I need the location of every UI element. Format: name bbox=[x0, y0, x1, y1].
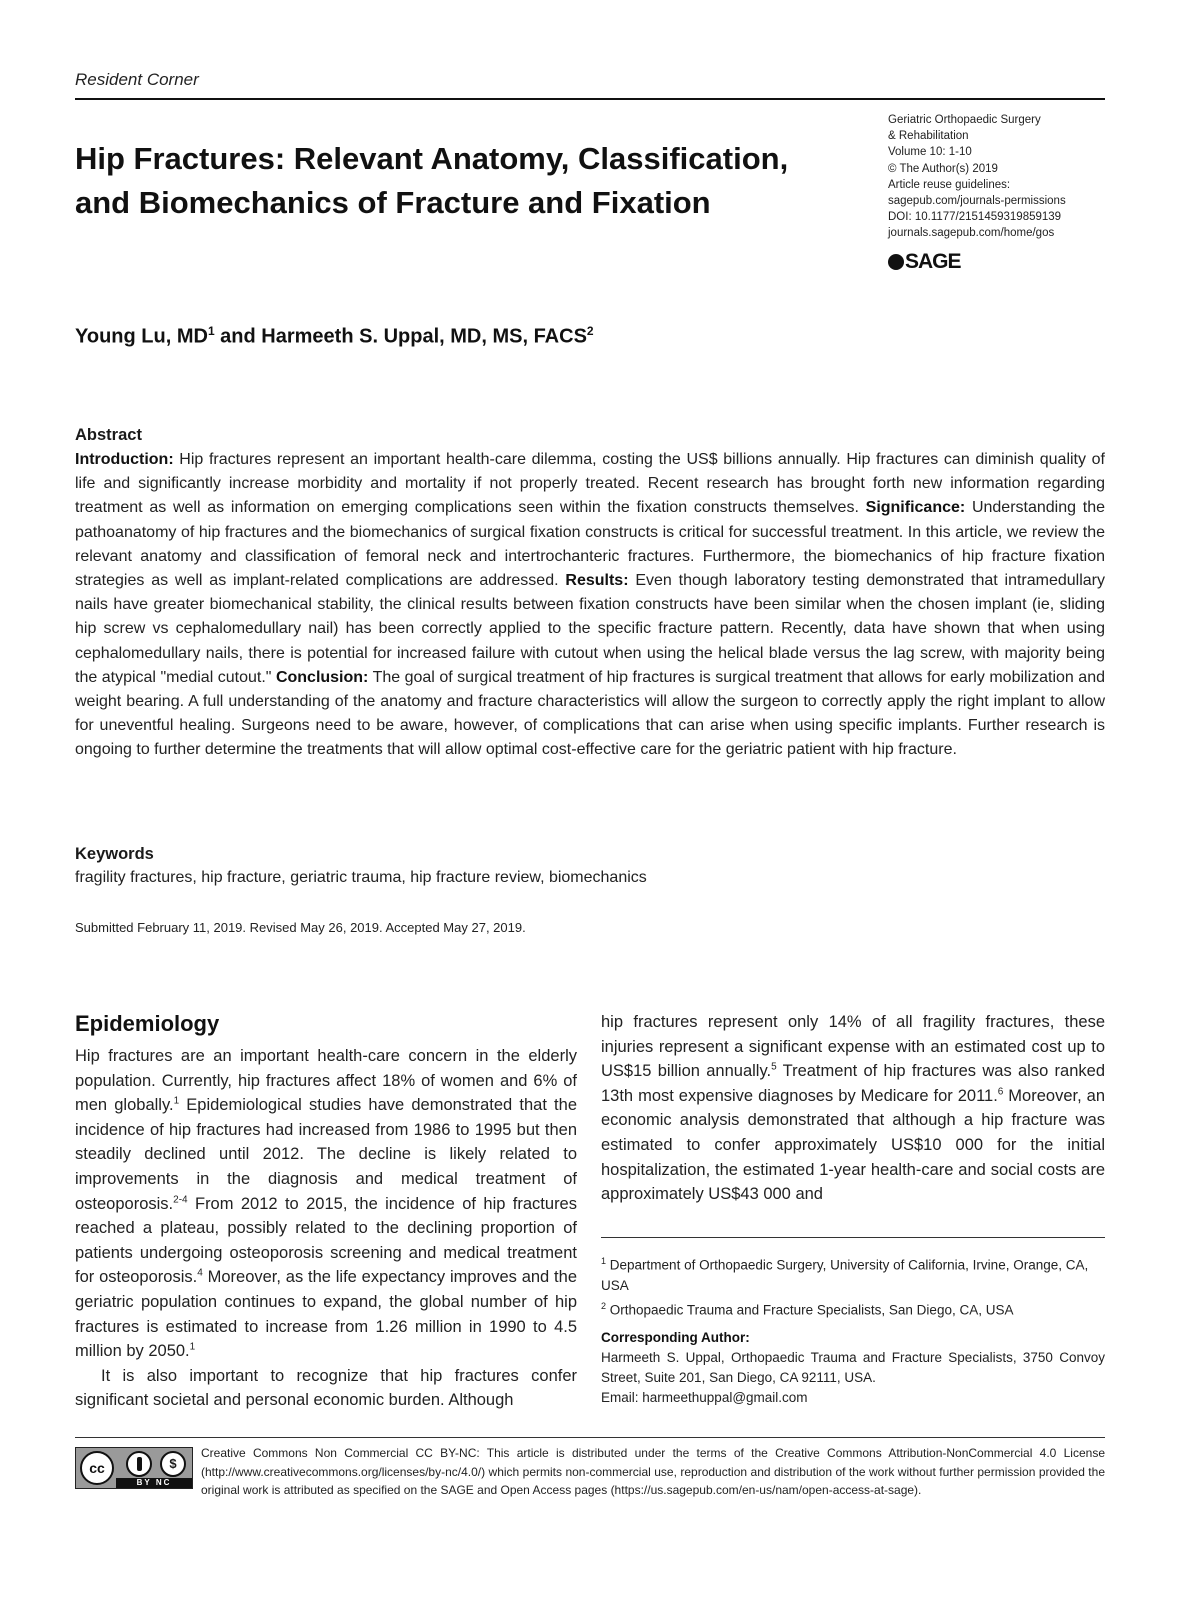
corresponding-heading: Corresponding Author: bbox=[601, 1330, 750, 1345]
footnote-item bbox=[601, 1296, 1105, 1321]
author-list bbox=[75, 324, 594, 349]
corresponding-email[interactable]: Email: harmeethuppal@gmail.com bbox=[601, 1390, 808, 1405]
footnote-rule bbox=[601, 1237, 1105, 1238]
meta-line: Article reuse guidelines: bbox=[888, 178, 1011, 191]
author-name: Young Lu, MD bbox=[75, 325, 208, 348]
body-text: From 2012 to 2015, the incidence of hip fractures reached a plateau, possibly related to the declining proportion of patients undergoing osteoporosis screening and medical treatment for osteoporosis. bbox=[75, 1194, 577, 1287]
section-heading-epidemiology: Epidemiology bbox=[75, 1011, 220, 1036]
badge-band-label: BY NC bbox=[116, 1478, 192, 1488]
body-paragraph: It is also important to recognize that hip fractures confer significant societal and personal economic burden. Although bbox=[75, 1366, 577, 1410]
body-column-right bbox=[601, 1010, 1105, 1207]
section-label: Resident Corner bbox=[75, 70, 199, 89]
footnote-marker: 2 bbox=[601, 1300, 607, 1311]
citation-link[interactable]: 4 bbox=[197, 1267, 203, 1279]
meta-link-home[interactable]: journals.sagepub.com/home/gos bbox=[888, 227, 1055, 240]
citation-link[interactable]: 2-4 bbox=[173, 1194, 188, 1206]
footnote-text: Orthopaedic Trauma and Fracture Specialists, San Diego, CA, USA bbox=[609, 1302, 1014, 1317]
journal-metadata bbox=[888, 112, 1118, 242]
author-name: Harmeeth S. Uppal, MD, MS, FACS bbox=[261, 325, 587, 348]
meta-doi[interactable]: DOI: 10.1177/2151459319859139 bbox=[888, 211, 1062, 224]
abstract-text: The goal of surgical treatment of hip fractures is surgical treatment that allows for early mobilization and weight bearing. A full understanding of the anatomy and fracture characteristics will allow the surgeon to correctly apply the right implant to allow for uneventful healing. Surgeons need to be aware, however, of complications that can arise when using specific implants. Further research is ongoing to further determine the treatments that will allow optimal cost-effective care for the geriatric patient with hip fracture. bbox=[75, 668, 1105, 759]
submission-dates: Submitted February 11, 2019. Revised May 26, 2019. Accepted May 27, 2019. bbox=[75, 920, 526, 935]
body-column-left bbox=[75, 1044, 577, 1413]
abstract-text: Hip fractures represent an important health-care dilemma, costing the US$ billions annually. Hip fractures can diminish quality of life and significantly increase morbidity and mortality if not properly treated. Recent research has brought forth new information regarding treatment as well as information on emerging complications seen within the fixation constructs themselves. bbox=[75, 451, 1105, 517]
citation-link[interactable]: 1 bbox=[189, 1341, 196, 1353]
attribution-person-icon bbox=[126, 1451, 152, 1477]
abstract-label: Results: bbox=[565, 572, 629, 590]
cc-license-badge[interactable] bbox=[75, 1447, 193, 1489]
sage-logo-text: SAGE bbox=[905, 250, 961, 273]
meta-line: Geriatric Orthopaedic Surgery bbox=[888, 114, 1041, 126]
license-rule bbox=[75, 1437, 1105, 1438]
article-title: Hip Fractures: Relevant Anatomy, Classification, and Biomechanics of Fracture and Fixation bbox=[75, 141, 789, 220]
header-rule bbox=[75, 98, 1105, 100]
sage-logo bbox=[888, 250, 961, 274]
citation-link[interactable]: 6 bbox=[997, 1086, 1004, 1098]
body-text: Hip fractures are an important health-care concern in the elderly population. Currently, hip fractures affect 18% of women and 6% of men globally. bbox=[75, 1047, 577, 1115]
body-paragraph bbox=[601, 1010, 1105, 1207]
corresponding-author bbox=[601, 1328, 1105, 1408]
abstract-label: Significance: bbox=[865, 499, 966, 517]
abstract-label: Introduction: bbox=[75, 451, 174, 468]
meta-link-permissions[interactable]: sagepub.com/journals-permissions bbox=[888, 195, 1066, 208]
corresponding-address: Harmeeth S. Uppal, Orthopaedic Trauma and Fracture Specialists, 3750 Convoy Street, Suite 201, San Diego, CA 92111, USA. bbox=[601, 1350, 1105, 1385]
creative-commons-icon: cc bbox=[80, 1451, 114, 1485]
license-text: Creative Commons Non Commercial CC BY-NC: This article is distributed under the terms of the Creative Commons Attribution-NonCommercial 4.0 License (http://www.creativecommons.org/licenses/by-nc/4.0/) which permits non-commercial use, reproduction and distribution of the work without further permission provided the original work is attributed as specified on the SAGE and Open Access pages (https://us.sagepub.com/en-us/nam/open-access-at-sage). bbox=[201, 1446, 1105, 1497]
abstract-text: Even though laboratory testing demonstrated that intramedullary nails have greater biomechanical stability, the clinical results between fixation constructs have been similar when the chosen implant (ie, sliding hip screw vs cephalomedullary nail) has been correctly applied to the specific fracture pattern. Recently, data have shown that when using cephalomedullary nails, there is potential for increased failure with cutout when using the helical blade versus the lag screw, with majority being the atypical "medial cutout." bbox=[75, 572, 1105, 686]
citation-link[interactable]: 1 bbox=[173, 1095, 180, 1107]
body-text: Treatment of hip fractures was also ranked 13th most expensive diagnoses by Medicare for 2011. bbox=[601, 1062, 1105, 1105]
affiliation-marker: 1 bbox=[207, 324, 215, 338]
body-paragraph bbox=[75, 1044, 577, 1364]
body-text: hip fractures represent only 14% of all fragility fractures, these injuries represent a significant expense with an estimated cost up to US$15 billion annually. bbox=[601, 1013, 1105, 1081]
noncommercial-dollar-icon: $ bbox=[160, 1451, 186, 1477]
sage-logo-dot-icon bbox=[888, 254, 904, 270]
abstract-body bbox=[75, 448, 1105, 763]
author-joiner: and bbox=[214, 325, 262, 348]
abstract-heading: Abstract bbox=[75, 426, 142, 444]
meta-line: Volume 10: 1-10 bbox=[888, 146, 972, 159]
body-text: Epidemiological studies have demonstrated that the incidence of hip fractures had increased from 1986 to 1995 but then steadily declined until 2012. The decline is likely related to improvements in the diagnosis and medical treatment of osteoporosis. bbox=[75, 1096, 577, 1213]
footnote-item bbox=[601, 1251, 1105, 1296]
citation-link[interactable]: 5 bbox=[771, 1061, 777, 1073]
keywords-text: fragility fractures, hip fracture, geriatric trauma, hip fracture review, biomechanics bbox=[75, 869, 647, 886]
body-text: Moreover, an economic analysis demonstrated that although a hip fracture was estimated to confer approximately US$10 000 for the initial hospitalization, the estimated 1-year health-care and social costs are approximately US$43 000 and bbox=[601, 1086, 1105, 1204]
body-text: Moreover, as the life expectancy improves and the geriatric population continues to expand, the global number of hip fractures is estimated to increase from 1.26 million in 1990 to 4.5 million by 2050. bbox=[75, 1268, 577, 1361]
footnote-marker: 1 bbox=[601, 1256, 607, 1266]
affiliation-marker: 2 bbox=[586, 324, 594, 338]
abstract-label: Conclusion: bbox=[275, 668, 369, 686]
meta-line: © The Author(s) 2019 bbox=[888, 162, 998, 175]
affiliation-footnotes bbox=[601, 1251, 1105, 1320]
meta-line: & Rehabilitation bbox=[888, 130, 969, 143]
abstract-text: Understanding the pathoanatomy of hip fractures and the biomechanics of surgical fixation constructs is critical for successful treatment. In this article, we review the relevant anatomy and classification of femoral neck and intertrochanteric fractures. Furthermore, the biomechanics of hip fracture fixation strategies as well as implant-related complications are addressed. bbox=[75, 499, 1106, 590]
keywords-heading: Keywords bbox=[75, 845, 154, 863]
footnote-text: Department of Orthopaedic Surgery, University of California, Irvine, Orange, CA, USA bbox=[601, 1257, 1089, 1293]
